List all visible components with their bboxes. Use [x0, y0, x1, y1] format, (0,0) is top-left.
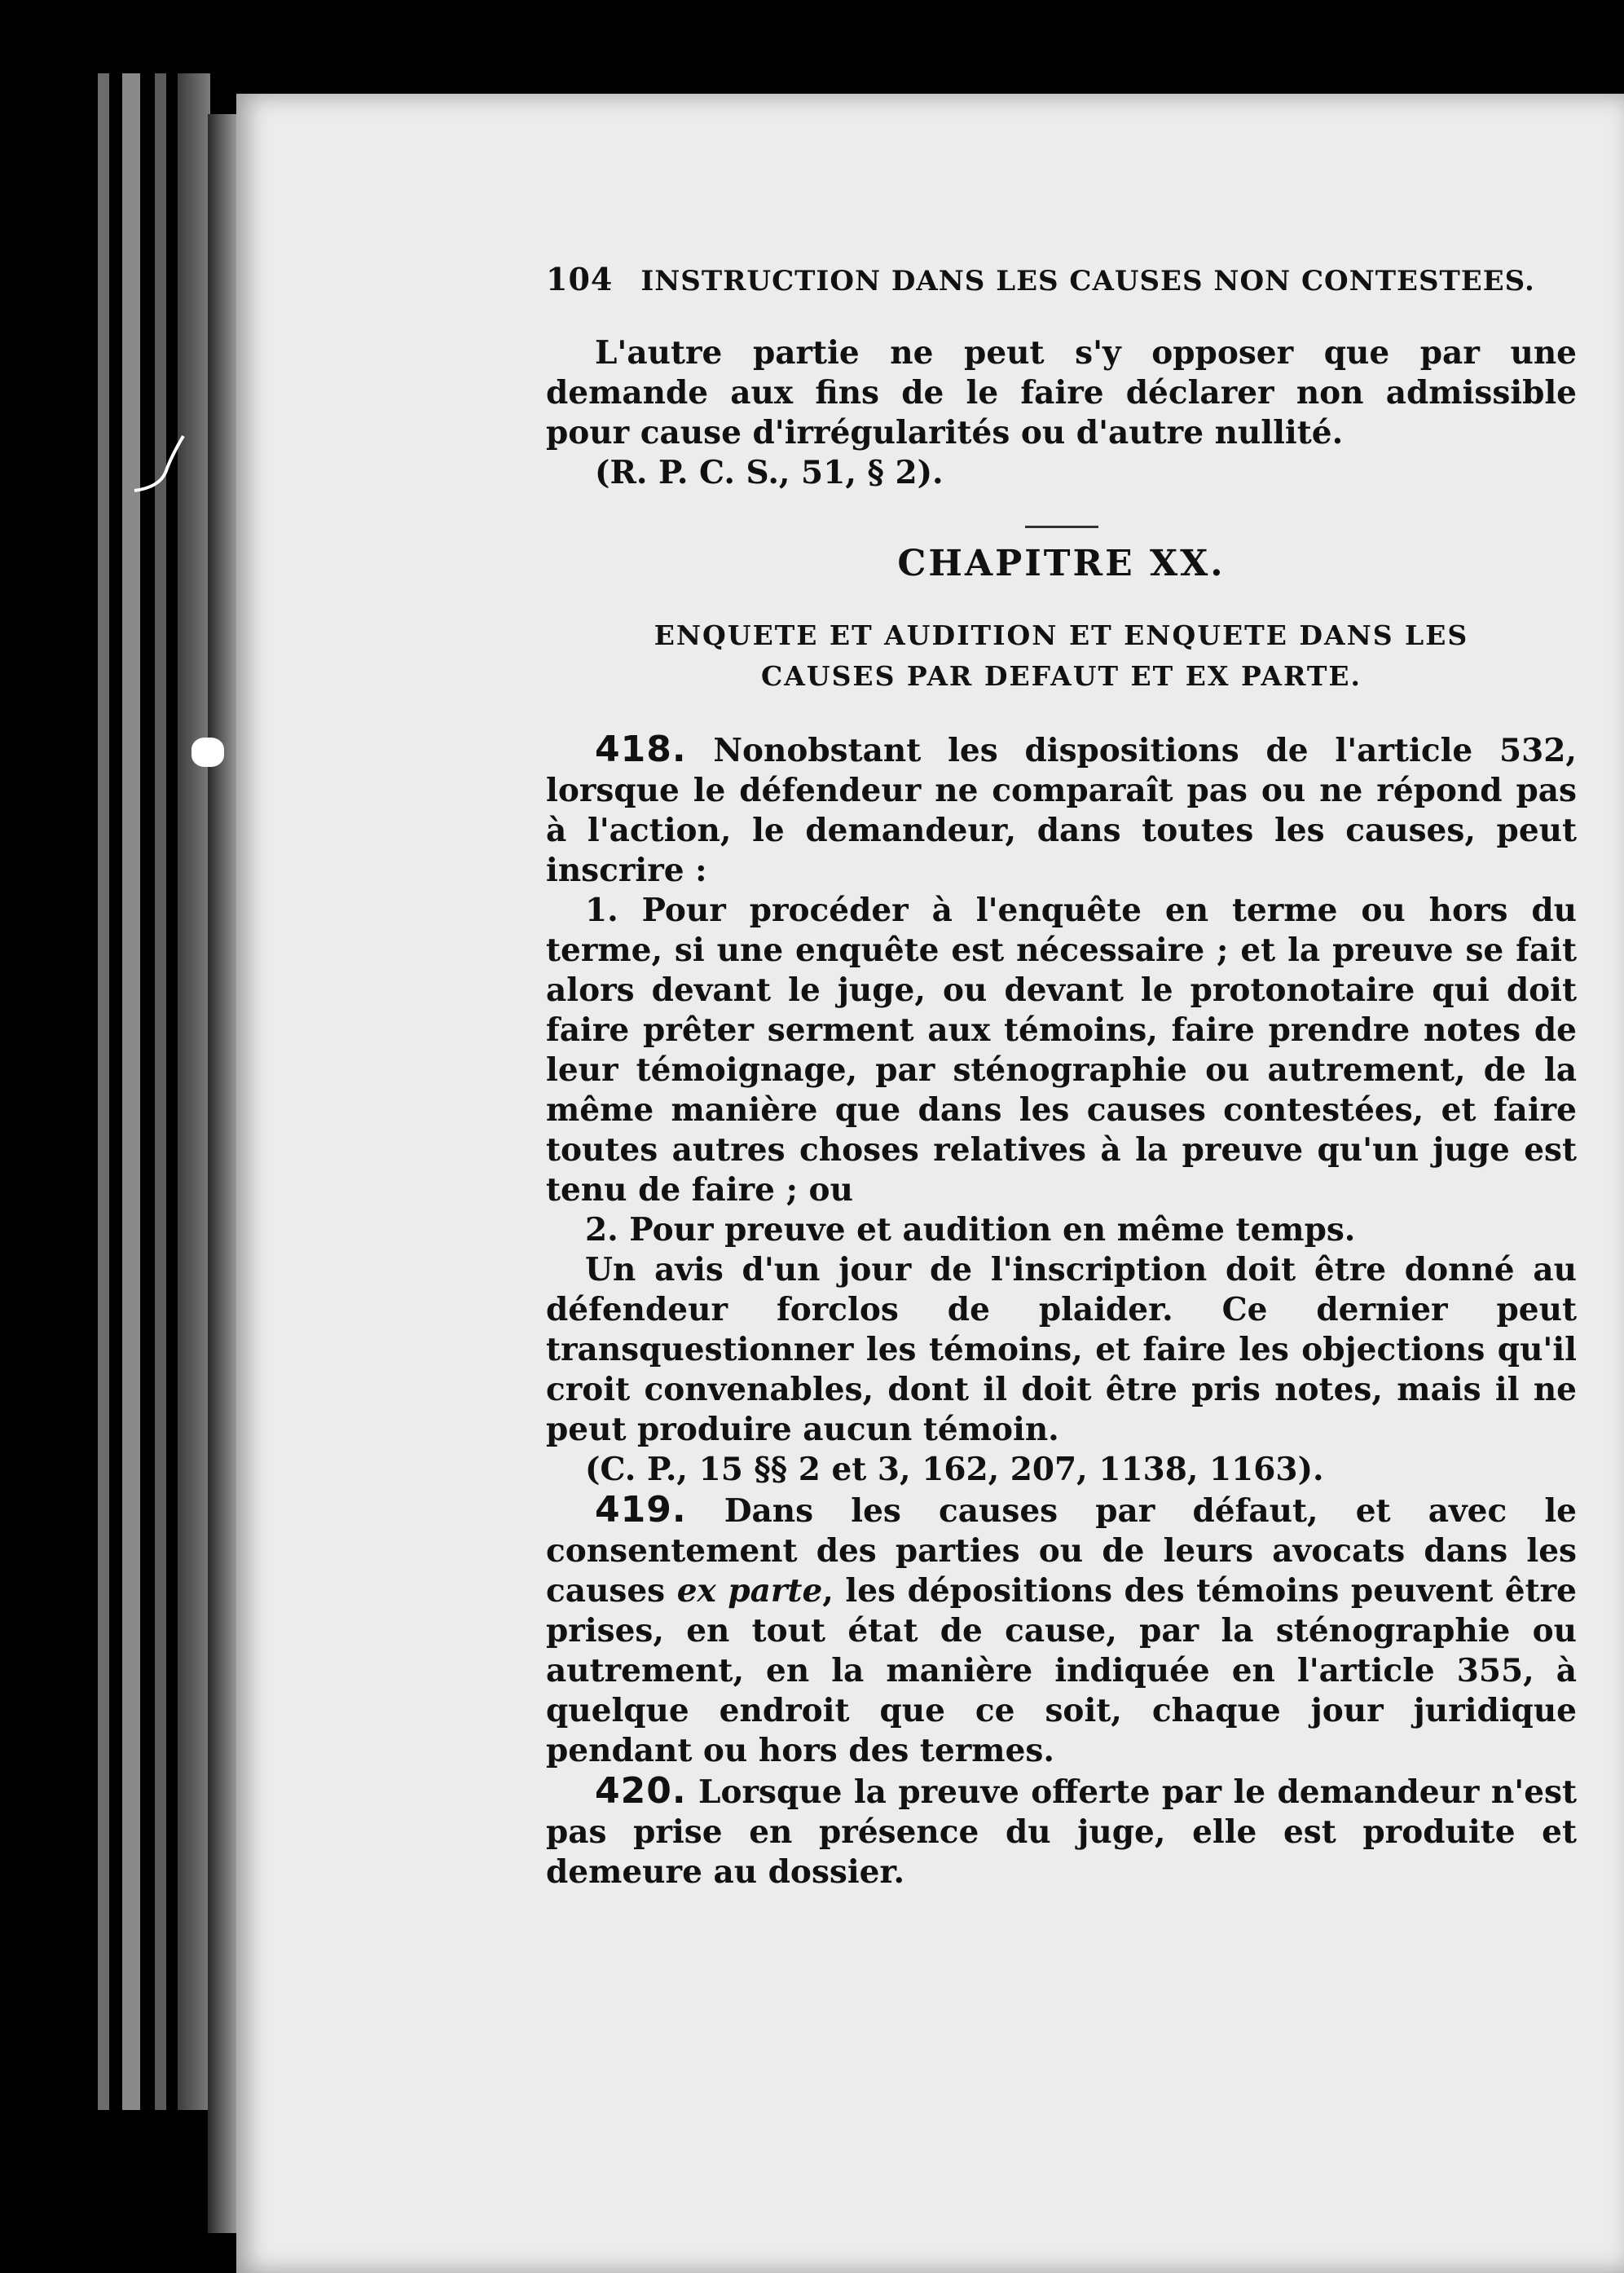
page-text — [546, 261, 1577, 1892]
article-418-item-1: 1. Pour procéder à l'enquête en terme ou hors du terme, si une enquête est nécessaire ; et la preuve se fait alors devant le juge, ou devant le protonotaire qui doit faire prêter serment aux témoins, faire prendre notes de leur témoignage, par sténographie ou autrement, de la même manière que dans les causes contestées, et faire toutes autres choses relatives à la preuve qu'un juge est tenu de faire ; ou — [546, 892, 1577, 1209]
pen-mark-icon — [126, 432, 191, 497]
page-number: 104 — [546, 261, 614, 297]
article-text: , les dépositions des témoins peuvent être prises, en tout état de cause, par la sténographie ou autrement, en la manière indiquée en l'article 355, à quelque endroit que ce soit, chaque jour juridique pendant ou hors des termes. — [546, 1572, 1577, 1769]
page-edge — [178, 73, 210, 2110]
opening-paragraph — [546, 333, 1577, 453]
article-418-reference: (C. P., 15 §§ 2 et 3, 162, 207, 1138, 1163). — [585, 1451, 1324, 1488]
article-number: 420. — [595, 1770, 687, 1812]
article-419 — [546, 1490, 1577, 1771]
article-418-notice: Un avis d'un jour de l'inscription doit être donné au défendeur forclos de plaider. Ce dernier peut transquestionner les témoins, et faire les objections qu'il croit convenables, dont il doit être pris notes, mais il ne peut produire aucun témoin. — [546, 1251, 1577, 1448]
article-number: 419. — [595, 1489, 687, 1531]
chapter-subtitle-line: ENQUETE ET AUDITION ET ENQUETE DANS LES — [654, 619, 1469, 651]
article-number: 418. — [595, 729, 687, 770]
opening-reference: (R. P. C. S., 51, § 2). — [595, 454, 944, 491]
page-edge — [122, 73, 140, 2110]
article-418-item-2: 2. Pour preuve et audition en même temps. — [585, 1211, 1356, 1249]
scan-speck — [191, 738, 224, 767]
article-418 — [546, 729, 1577, 891]
article-italic: ex parte — [676, 1572, 823, 1610]
page-edge — [155, 73, 166, 2110]
article-text: Nonobstant les dispositions de l'article 532, lorsque le défendeur ne comparaît pas ou ne répond pas à l'action, le demandeur, dans toutes les causes, peut inscrire : — [546, 732, 1577, 889]
chapter-title: CHAPITRE XX. — [897, 543, 1226, 584]
chapter-subtitle — [546, 615, 1577, 697]
chapter-subtitle-line: CAUSES PAR DEFAUT ET EX PARTE. — [760, 660, 1362, 692]
article-420 — [546, 1771, 1577, 1892]
running-head — [546, 261, 1577, 297]
article-text: Lorsque la preuve offerte par le demandeur n'est pas prise en présence du juge, elle est produite et demeure au dossier. — [546, 1773, 1578, 1891]
running-head-title: INSTRUCTION DANS LES CAUSES NON CONTESTEES. — [640, 265, 1535, 297]
page-edge — [98, 73, 109, 2110]
chapter-rule — [1025, 526, 1098, 528]
article-text: Dans les causes par défaut, et avec le consentement des parties ou de leurs avocats dans les causes — [546, 1492, 1577, 1610]
opening-text: L'autre partie ne peut s'y opposer que par une demande aux fins de le faire déclarer non admissible pour cause d'irrégularités ou d'autre nullité. — [546, 334, 1577, 452]
